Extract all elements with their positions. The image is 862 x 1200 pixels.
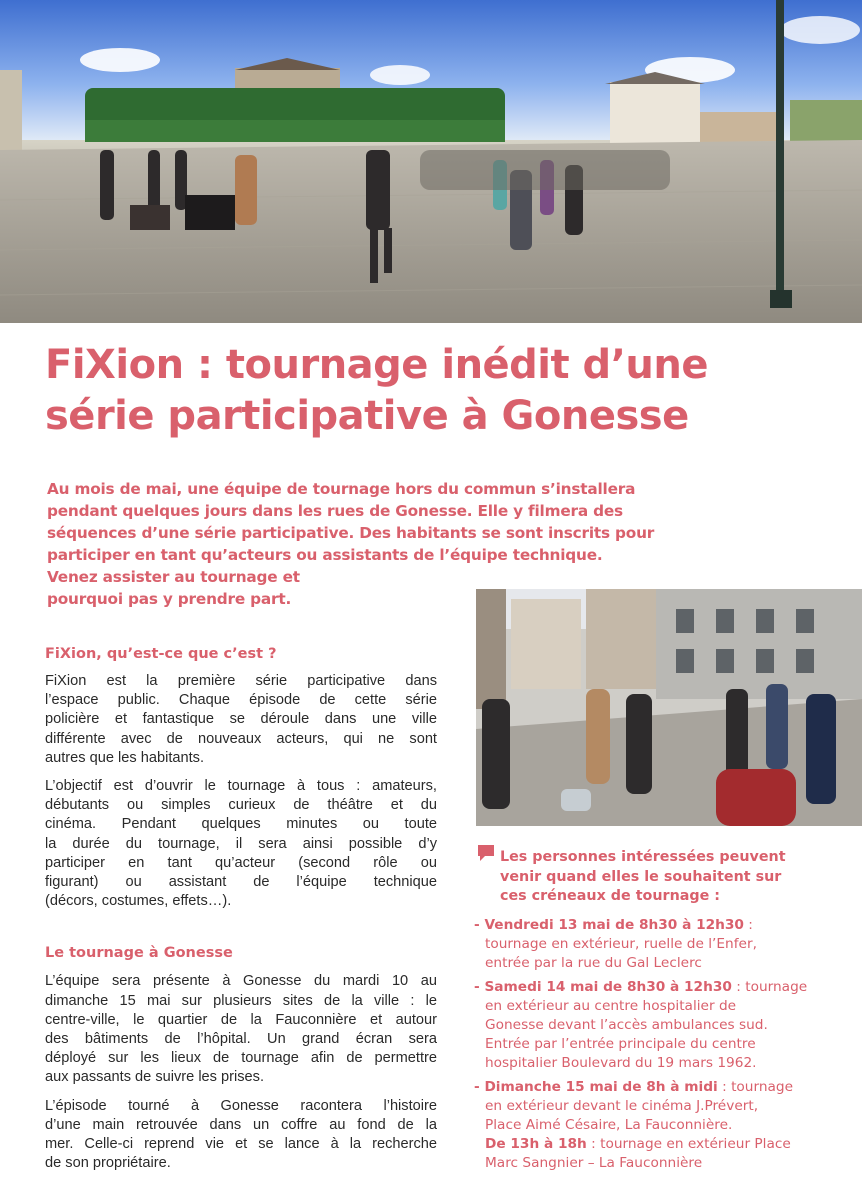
- text-line: L’épisode tourné à Gonesse racontera l’histoire: [45, 1097, 437, 1114]
- slot-date: - Vendredi 13 mai de 8h30 à 12h30: [474, 917, 744, 933]
- slot-line: en extérieur au centre hospitalier de: [485, 997, 737, 1014]
- section1-paragraph-2: [45, 777, 437, 911]
- hero-photo-illustration: [0, 0, 862, 323]
- text-line: figurant) ou assistant de l’équipe technique: [45, 874, 437, 891]
- text-line: dimanche 15 mai sur plusieurs sites de la ville : le: [45, 992, 437, 1009]
- text-line: FiXion est la première série participative dans: [45, 673, 437, 689]
- page-title: [45, 340, 835, 442]
- text-line: d’une main retrouvée dans un coffre au fond de la: [45, 1116, 437, 1133]
- title-line: série participative à Gonesse: [45, 393, 689, 439]
- text-line: autres que les habitants.: [45, 749, 205, 766]
- section-heading-fixion: FiXion, qu’est-ce que c’est ?: [45, 646, 277, 662]
- slot-suffix: :: [743, 917, 753, 933]
- slot-line: Marc Sangnier – La Fauconnière: [485, 1155, 703, 1172]
- slot-line: tournage en extérieur, ruelle de l’Enfer,: [485, 936, 757, 953]
- text-line: L’objectif est d’ouvrir le tournage à tous : amateurs,: [45, 778, 437, 795]
- text-line: aux passants de suivre les prises.: [45, 1069, 265, 1086]
- section1-paragraph-1: [45, 672, 437, 768]
- text-line: centre-ville, le quartier de la Fauconnière et autour: [45, 1011, 437, 1028]
- intro-line: Au mois de mai, une équipe de tournage hors du commun s’installera: [47, 480, 636, 498]
- text-line: la durée du tournage, il sera ainsi possible d’y: [45, 835, 437, 852]
- text-line: (décors, costumes, effets…).: [45, 893, 232, 910]
- section2-paragraph-2: [45, 1097, 437, 1174]
- slot-date: - Samedi 14 mai de 8h30 à 12h30: [474, 978, 732, 995]
- section-heading-tournage: Le tournage à Gonesse: [45, 945, 233, 962]
- slot-suffix: : tournage: [717, 1078, 794, 1095]
- slot-line: Entrée par l’entrée principale du centre: [485, 1036, 756, 1053]
- intro-line: séquences d’une série participative. Des habitants se sont inscrits pour: [47, 524, 655, 542]
- slot-suffix: : tournage en extérieur Place: [586, 1136, 791, 1153]
- intro-line: pourquoi pas y prendre part.: [47, 590, 292, 608]
- text-line: des bâtiments de l’hôpital. Un grand écran sera: [45, 1031, 437, 1048]
- hero-photo: [0, 0, 862, 323]
- text-line: déployé sur les lieux de tournage afin de permettre: [45, 1050, 437, 1067]
- text-line: différente avec de nouveaux acteurs, qui ne sont: [45, 730, 437, 747]
- schedule-list: [474, 916, 862, 1178]
- intro-line: pendant quelques jours dans les rues de Gonesse. Elle y filmera des: [47, 502, 623, 520]
- intro-line: participer en tant qu’acteurs ou assistants de l’équipe technique.: [47, 546, 603, 564]
- schedule-item: [474, 916, 862, 974]
- slot-line: Gonesse devant l’accès ambulances sud.: [485, 1017, 768, 1034]
- section2-paragraph-1: [45, 972, 437, 1087]
- callout-text: [500, 848, 840, 907]
- text-line: mer. Celle-ci reprend vie et se lance à la recherche: [45, 1136, 437, 1153]
- slot-date: - Dimanche 15 mai de 8h à midi: [474, 1078, 718, 1095]
- callout-line: Les personnes intéressées peuvent: [500, 849, 786, 865]
- slot-line: entrée par la rue du Gal Leclerc: [485, 955, 702, 972]
- title-line: FiXion : tournage inédit d’une: [45, 342, 708, 388]
- slot-line: hospitalier Boulevard du 19 mars 1962.: [485, 1055, 757, 1072]
- slot-line: en extérieur devant le cinéma J.Prévert,: [485, 1097, 759, 1114]
- speech-bubble-icon: [476, 843, 496, 863]
- text-line: participer en tant qu’acteur (second rôle ou: [45, 854, 437, 871]
- callout-line: ces créneaux de tournage :: [500, 888, 721, 904]
- text-line: débutants ou simples curieux de théâtre et du: [45, 797, 437, 814]
- text-line: cinéma. Pendant quelques minutes ou toute: [45, 816, 437, 833]
- left-column: [45, 644, 437, 1173]
- slot-extra-time: De 13h à 18h: [485, 1136, 587, 1153]
- text-line: de son propriétaire.: [45, 1155, 171, 1172]
- callout-line: venir quand elles le souhaitent sur: [500, 868, 782, 885]
- text-line: l’espace public. Chaque épisode de cette série: [45, 692, 437, 709]
- text-line: policière et fantastique se déroule dans une ville: [45, 711, 437, 728]
- slot-suffix: : tournage: [731, 978, 808, 995]
- intro-line: Venez assister au tournage et: [47, 568, 300, 586]
- schedule-item: [474, 1078, 862, 1174]
- schedule-item: [474, 978, 862, 1074]
- text-line: L’équipe sera présente à Gonesse du mardi 10 au: [45, 973, 437, 990]
- slot-line: Place Aimé Césaire, La Fauconnière.: [485, 1117, 733, 1134]
- street-photo: [476, 589, 862, 826]
- street-photo-illustration: [476, 589, 862, 826]
